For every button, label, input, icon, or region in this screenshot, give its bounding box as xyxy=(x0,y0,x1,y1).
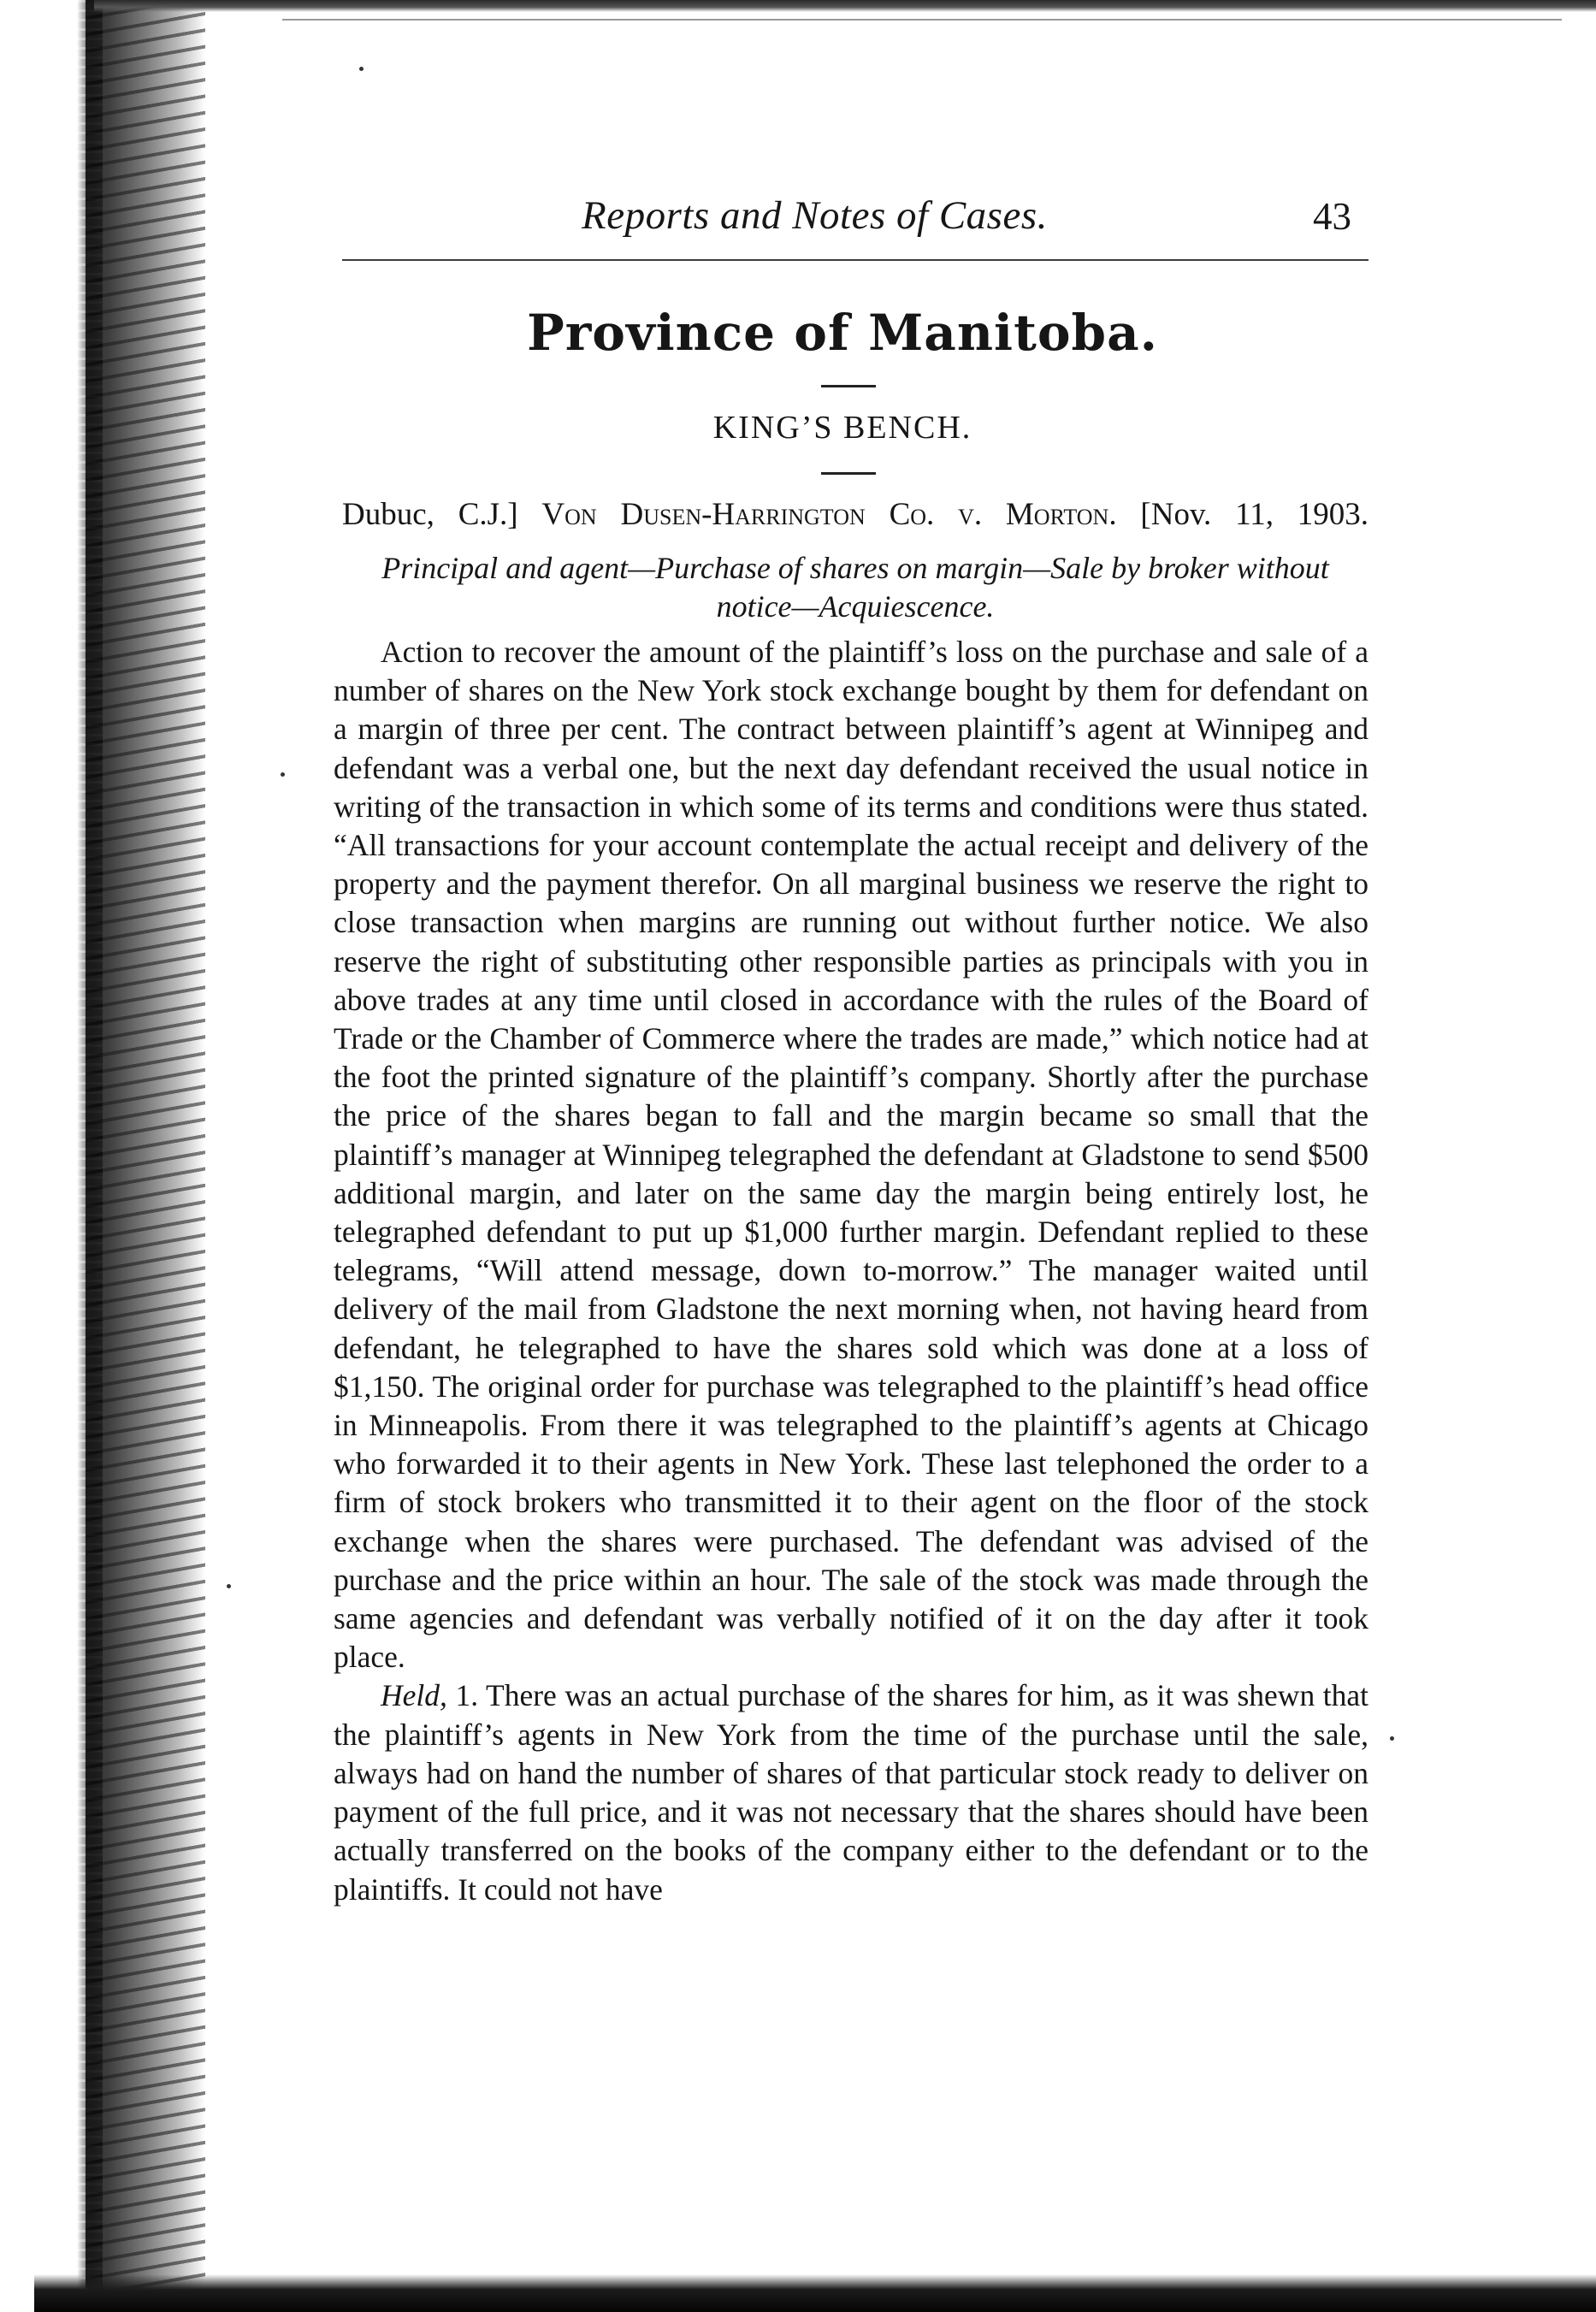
case-parties: Von Dusen-Harrington Co. v. Morton. xyxy=(541,497,1117,532)
short-rule-1 xyxy=(821,385,876,387)
scan-top-line xyxy=(282,19,1562,21)
scan-speck xyxy=(1390,1736,1394,1741)
case-date: [Nov. 11, 1903. xyxy=(1140,497,1369,532)
scan-top-edge xyxy=(94,0,1596,12)
scan-speck xyxy=(227,1584,231,1588)
paragraph-facts: Action to recover the amount of the plaintiff’s loss on the purchase and sale of a number of shares on the New York stock exchange bought by them for defendant on a margin of three per cent. The contract between plaintiff’s agent at Winnipeg and defendant was a verbal one, but the next day defendant received the usual notice in writing of the transaction in which some of its terms and conditions were thus stated. “All transactions for your account contemplate the actual receipt and delivery of the property and the payment therefor. On all marginal business we reserve the right to close transaction when margins are running out without further notice. We also reserve the right of substituting other responsible parties as principals with you in above trades at any time until closed in accordance with the rules of the Board of Trade or the Chamber of Commerce where the trades are made,” which notice had at the foot the printed signature of the plaintiff’s company. Shortly after the purchase the price of the shares began to fall and the margin became so small that the plaintiff’s manager at Winnipeg telegraphed the defendant at Gladstone to send $500 additional margin, and later on the same day the margin being entirely lost, he telegraphed defendant to put up $1,000 further margin. Defendant replied to these telegrams, “Will attend message, down to-morrow.” The manager waited until delivery of the mail from Gladstone the next morning when, not having heard from defendant, he telegraphed to have the shares sold which was done at a loss of $1,150. The original order for purchase was telegraphed to the plaintiff’s head office in Minneapolis. From there it was telegraphed to the plaintiff’s agents at Chicago who forwarded it to their agents in New York. These last telephoned the order to a firm of stock brokers who transmitted it to their agent on the floor of the stock exchange when the shares were purchased. The defendant was advised of the purchase and the price within an hour. The sale of the stock was made through the same agencies and defendant was verbally notified of it on the day after it took place. xyxy=(334,635,1368,1675)
running-head-title: Reports and Notes of Cases. xyxy=(582,193,1048,238)
case-caption xyxy=(342,496,1368,533)
short-rule-2 xyxy=(821,472,876,475)
held-label: Held, xyxy=(381,1678,447,1713)
header-rule xyxy=(342,259,1368,261)
judge-name: Dubuc, C.J.] xyxy=(342,497,518,532)
case-body xyxy=(334,633,1368,1909)
scan-binding-shadow xyxy=(86,0,205,2312)
held-text: 1. There was an actual purchase of the shares for him, as it was shewn that the plaintiff’s agents in New York from the time of the purchase until the sale, always had on hand the number of shares of that particular stock ready to deliver on payment of the full price, and it was not necessary that the shares should have been actually transferred on the books of the company either to the defendant or to the plaintiffs. It could not have xyxy=(334,1678,1368,1907)
paragraph-held xyxy=(334,1676,1368,1908)
scan-speck xyxy=(281,772,285,777)
scan-speck xyxy=(359,67,364,71)
page-number: 43 xyxy=(1313,195,1351,238)
scan-bottom-edge xyxy=(34,2274,1596,2312)
running-head xyxy=(316,192,1368,252)
province-heading: Province of Manitoba. xyxy=(527,304,1158,362)
case-headnote: Principal and agent—Purchase of shares on margin—Sale by broker without notice—Acquiescence. xyxy=(381,551,1329,624)
court-heading: KING’S BENCH. xyxy=(712,410,972,446)
